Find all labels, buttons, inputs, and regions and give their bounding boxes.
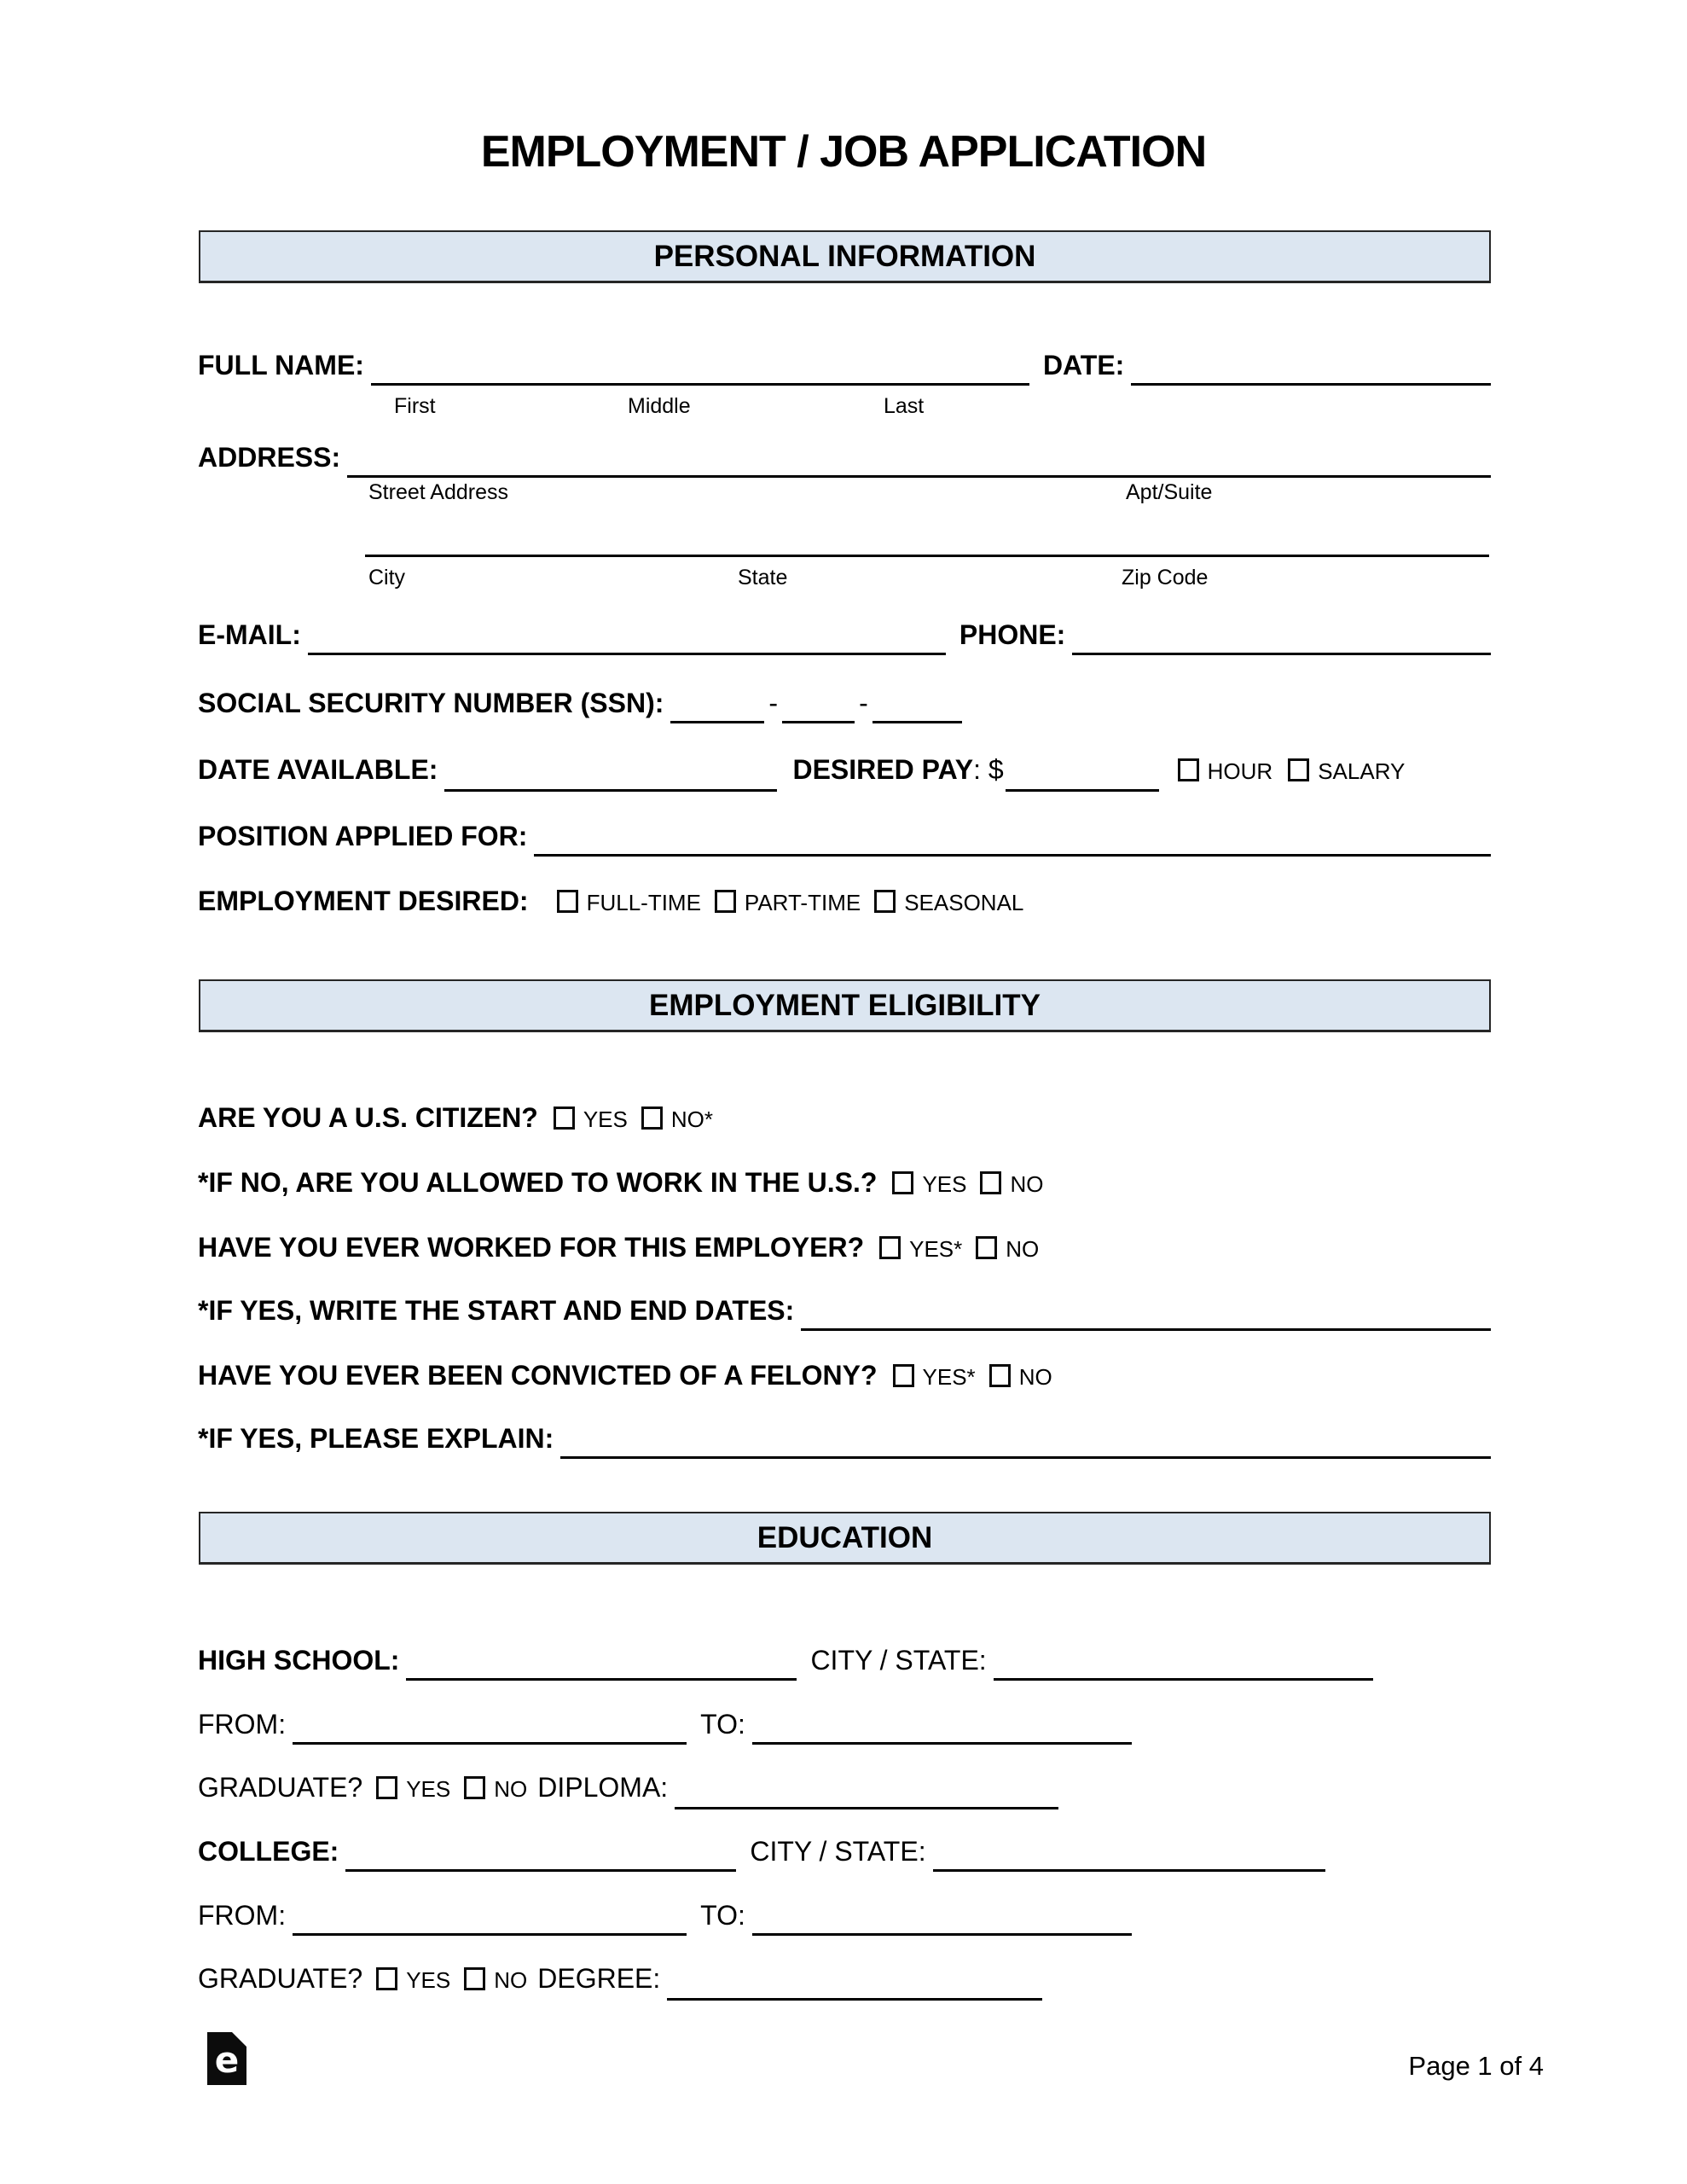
middle-sublabel: Middle [628, 394, 691, 418]
high-school-dates-row [198, 1709, 1491, 1740]
date-available-input-line[interactable] [444, 789, 777, 792]
allowed-no-checkbox[interactable] [980, 1171, 1001, 1194]
eforms-logo [207, 2032, 246, 2085]
high-school-to-input-line[interactable] [752, 1742, 1132, 1745]
degree-label: DEGREE: [537, 1963, 661, 1994]
ssn-part1-input-line[interactable] [670, 721, 764, 723]
section-header-employment-eligibility [199, 979, 1491, 1032]
college-graduate-yes-label: YES [406, 1967, 451, 1993]
citizen-yes-checkbox[interactable] [554, 1107, 575, 1130]
worked-yes-checkbox[interactable] [879, 1236, 901, 1259]
address-row [198, 442, 1491, 473]
high-school-graduate-yes-checkbox[interactable] [376, 1776, 397, 1799]
college-from-input-line[interactable] [293, 1933, 687, 1936]
worked-no-checkbox[interactable] [976, 1236, 997, 1259]
employment-desired-row [198, 886, 1491, 918]
start-end-dates-input-line[interactable] [801, 1328, 1491, 1331]
section-header-label: EDUCATION [757, 1520, 933, 1554]
date-label: DATE: [1042, 350, 1125, 380]
section-header-label: PERSONAL INFORMATION [653, 239, 1036, 273]
seasonal-checkbox[interactable] [874, 890, 896, 913]
city-state-zip-input-line[interactable] [365, 555, 1489, 557]
full-time-option-label: FULL-TIME [586, 890, 701, 915]
high-school-city-state-label: CITY / STATE: [810, 1645, 987, 1676]
start-end-dates-row [198, 1295, 1491, 1326]
city-sublabel: City [368, 566, 406, 590]
citizen-yes-label: YES [583, 1107, 628, 1132]
date-available-label: DATE AVAILABLE: [198, 754, 438, 785]
felony-no-label: NO [1018, 1364, 1052, 1390]
high-school-graduate-no-checkbox[interactable] [464, 1776, 485, 1799]
position-applied-label: POSITION APPLIED FOR: [198, 821, 528, 851]
college-label: COLLEGE: [198, 1836, 339, 1867]
college-to-label: TO: [700, 1900, 745, 1931]
salary-option-label: SALARY [1318, 758, 1406, 784]
email-input-line[interactable] [308, 653, 946, 655]
high-school-to-label: TO: [700, 1709, 745, 1740]
felony-yes-checkbox[interactable] [893, 1364, 914, 1387]
zip-code-sublabel: Zip Code [1122, 566, 1209, 590]
seasonal-option-label: SEASONAL [904, 890, 1024, 915]
high-school-graduate-no-label: NO [494, 1776, 528, 1802]
email-label: E-MAIL: [198, 619, 301, 650]
citizen-no-label: NO* [670, 1107, 713, 1132]
allowed-yes-checkbox[interactable] [892, 1171, 913, 1194]
ssn-part3-input-line[interactable] [872, 721, 962, 723]
full-name-row [198, 350, 1491, 380]
diploma-label: DIPLOMA: [537, 1772, 669, 1803]
felony-explain-row [198, 1423, 1491, 1454]
date-input-line[interactable] [1131, 383, 1491, 386]
desired-pay-prefix: : $ [973, 754, 1004, 785]
high-school-graduate-label: GRADUATE? [198, 1772, 363, 1803]
eforms-logo-letter: e [214, 2039, 240, 2081]
high-school-from-input-line[interactable] [293, 1742, 687, 1745]
felony-no-checkbox[interactable] [989, 1364, 1011, 1387]
high-school-graduate-row [198, 1772, 1491, 1804]
diploma-input-line[interactable] [675, 1807, 1058, 1809]
ssn-row [198, 688, 1491, 718]
allowed-no-label: NO [1010, 1171, 1044, 1197]
email-phone-row [198, 619, 1491, 650]
state-sublabel: State [738, 566, 788, 590]
phone-label: PHONE: [959, 619, 1066, 650]
hour-option-label: HOUR [1207, 758, 1273, 784]
position-input-line[interactable] [534, 854, 1491, 857]
page-number: Page 1 of 4 [1408, 2051, 1544, 2081]
ssn-part2-input-line[interactable] [782, 721, 855, 723]
section-header-personal-information [199, 230, 1491, 283]
address-sublabels-1 [198, 480, 1491, 506]
address-sublabels-2 [198, 566, 1491, 591]
date-available-pay-row [198, 754, 1491, 787]
felony-yes-label: YES* [922, 1364, 976, 1390]
salary-checkbox[interactable] [1288, 758, 1309, 781]
high-school-from-label: FROM: [198, 1709, 287, 1740]
worked-for-employer-question-row [198, 1232, 1491, 1264]
college-from-label: FROM: [198, 1900, 287, 1931]
start-end-dates-label: *IF YES, WRITE THE START AND END DATES: [198, 1295, 795, 1326]
high-school-row [198, 1645, 1491, 1676]
part-time-option-label: PART-TIME [744, 890, 861, 915]
college-to-input-line[interactable] [752, 1933, 1132, 1936]
high-school-label: HIGH SCHOOL: [198, 1645, 400, 1676]
college-row [198, 1836, 1491, 1867]
street-address-sublabel: Street Address [368, 480, 508, 504]
name-sublabels [198, 394, 1491, 420]
worked-for-employer-question-label: HAVE YOU EVER WORKED FOR THIS EMPLOYER? [198, 1232, 865, 1263]
desired-pay-input-line[interactable] [1006, 789, 1159, 792]
apt-suite-sublabel: Apt/Suite [1126, 480, 1213, 504]
felony-question-row [198, 1360, 1491, 1392]
felony-explain-label: *IF YES, PLEASE EXPLAIN: [198, 1423, 554, 1454]
high-school-city-state-input-line[interactable] [994, 1678, 1373, 1681]
felony-question-label: HAVE YOU EVER BEEN CONVICTED OF A FELONY? [198, 1360, 878, 1391]
ssn-dash: - [768, 688, 779, 718]
full-name-input-line[interactable] [371, 383, 1029, 386]
street-address-input-line[interactable] [347, 475, 1491, 478]
first-sublabel: First [394, 394, 436, 418]
hour-checkbox[interactable] [1178, 758, 1199, 781]
college-input-line[interactable] [345, 1869, 736, 1872]
college-graduate-row [198, 1963, 1491, 1995]
college-graduate-no-checkbox[interactable] [464, 1967, 485, 1990]
citizen-question-row [198, 1102, 1491, 1135]
full-time-checkbox[interactable] [557, 890, 578, 913]
worked-yes-label: YES* [909, 1236, 963, 1262]
college-graduate-label: GRADUATE? [198, 1963, 363, 1994]
felony-explain-input-line[interactable] [560, 1456, 1491, 1459]
high-school-input-line[interactable] [406, 1678, 797, 1681]
college-graduate-no-label: NO [494, 1967, 528, 1993]
section-header-label: EMPLOYMENT ELIGIBILITY [649, 988, 1041, 1022]
address-label: ADDRESS: [198, 442, 341, 473]
citizen-no-checkbox[interactable] [641, 1107, 663, 1130]
degree-input-line[interactable] [667, 1998, 1042, 2001]
college-graduate-yes-checkbox[interactable] [376, 1967, 397, 1990]
full-name-label: FULL NAME: [198, 350, 364, 380]
part-time-checkbox[interactable] [715, 890, 736, 913]
ssn-dash: - [859, 688, 868, 718]
employment-desired-label: EMPLOYMENT DESIRED: [198, 886, 529, 916]
last-sublabel: Last [884, 394, 925, 418]
position-row [198, 821, 1491, 851]
phone-input-line[interactable] [1072, 653, 1491, 655]
section-header-education [199, 1512, 1491, 1565]
high-school-graduate-yes-label: YES [406, 1776, 451, 1802]
worked-no-label: NO [1006, 1236, 1040, 1262]
college-city-state-label: CITY / STATE: [750, 1836, 926, 1867]
ssn-label: SOCIAL SECURITY NUMBER (SSN): [198, 688, 664, 718]
allowed-to-work-question-row [198, 1167, 1491, 1199]
citizen-question-label: ARE YOU A U.S. CITIZEN? [198, 1102, 538, 1133]
college-city-state-input-line[interactable] [933, 1869, 1325, 1872]
page-title: EMPLOYMENT / JOB APPLICATION [480, 127, 1207, 177]
college-dates-row [198, 1900, 1491, 1931]
allowed-to-work-question-label: *IF NO, ARE YOU ALLOWED TO WORK IN THE U.S.? [198, 1167, 878, 1198]
desired-pay-label: DESIRED PAY [792, 754, 974, 785]
allowed-yes-label: YES [922, 1171, 967, 1197]
